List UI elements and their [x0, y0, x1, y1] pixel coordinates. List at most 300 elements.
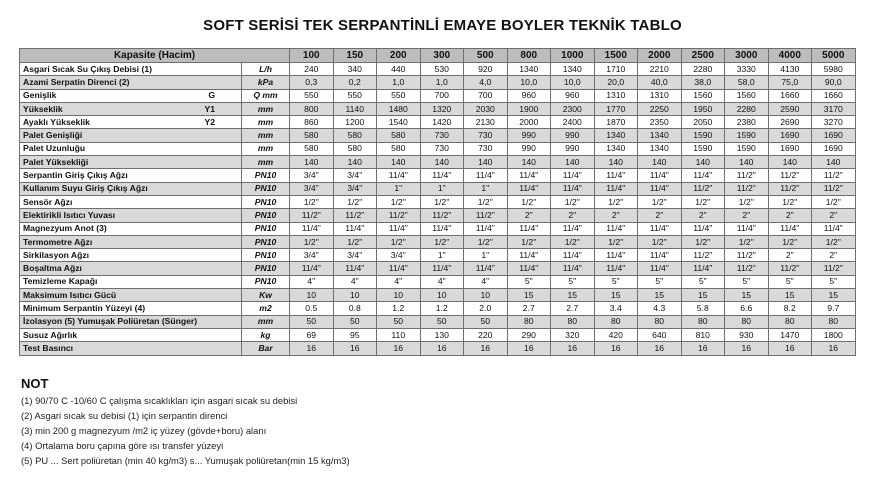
- row-label: İzolasyon (5) Yumuşak Poliüretan (Sünger): [23, 316, 198, 327]
- value-cell: 580: [333, 129, 377, 142]
- value-cell: 11/2": [464, 209, 508, 222]
- value-cell: 11/2": [725, 169, 769, 182]
- value-cell: 11/4": [638, 169, 682, 182]
- capacity-header: Kapasite (Hacim): [20, 49, 290, 63]
- value-cell: 1800: [812, 328, 856, 341]
- value-cell: 11/4": [464, 222, 508, 235]
- value-cell: 1560: [725, 89, 769, 102]
- row-label-cell: [20, 342, 242, 355]
- value-cell: 1340: [638, 142, 682, 155]
- value-cell: 16: [681, 342, 725, 355]
- row-label: Palet Genişliği: [23, 130, 83, 141]
- value-cell: 1/2": [507, 195, 551, 208]
- value-cell: 11/2": [725, 182, 769, 195]
- value-cell: 860: [290, 116, 334, 129]
- value-cell: 11/4": [507, 249, 551, 262]
- value-cell: 3/4": [377, 249, 421, 262]
- value-cell: 1590: [681, 142, 725, 155]
- value-cell: 1/2": [464, 235, 508, 248]
- value-cell: 1/2": [594, 195, 638, 208]
- value-cell: 1/2": [725, 195, 769, 208]
- value-cell: 1690: [768, 142, 812, 155]
- value-cell: 11/4": [464, 169, 508, 182]
- value-cell: 11/4": [812, 222, 856, 235]
- value-cell: 11/4": [420, 262, 464, 275]
- value-cell: 9.7: [812, 302, 856, 315]
- value-cell: 11/4": [681, 169, 725, 182]
- value-cell: 640: [638, 328, 682, 341]
- value-cell: 700: [464, 89, 508, 102]
- value-cell: 1950: [681, 102, 725, 115]
- value-cell: 2": [768, 249, 812, 262]
- value-cell: 11/4": [377, 169, 421, 182]
- value-cell: 1590: [725, 129, 769, 142]
- value-cell: 11/4": [420, 169, 464, 182]
- value-cell: 580: [377, 129, 421, 142]
- value-cell: 58,0: [725, 76, 769, 89]
- value-cell: 80: [725, 315, 769, 328]
- value-cell: 1/2": [681, 235, 725, 248]
- value-cell: 730: [464, 129, 508, 142]
- table-row: [20, 63, 856, 76]
- row-label-cell: [20, 328, 242, 341]
- row-label: Sensör Ağzı: [23, 196, 73, 207]
- capacity-header-cell: 800: [507, 49, 551, 63]
- value-cell: 11/2": [812, 182, 856, 195]
- value-cell: 1/2": [377, 195, 421, 208]
- value-cell: 990: [507, 129, 551, 142]
- value-cell: 2210: [638, 63, 682, 76]
- value-cell: 1770: [594, 102, 638, 115]
- table-row: [20, 302, 856, 315]
- value-cell: 1/2": [290, 235, 334, 248]
- value-cell: 11/4": [638, 262, 682, 275]
- value-cell: 11/2": [377, 209, 421, 222]
- value-cell: 4130: [768, 63, 812, 76]
- value-cell: 11/4": [638, 249, 682, 262]
- value-cell: 550: [333, 89, 377, 102]
- value-cell: 1540: [377, 116, 421, 129]
- table-row: [20, 235, 856, 248]
- value-cell: 11/4": [551, 169, 595, 182]
- row-label: Termometre Ağzı: [23, 236, 93, 247]
- value-cell: 15: [725, 289, 769, 302]
- value-cell: 4": [290, 275, 334, 288]
- row-unit: PN10: [242, 275, 290, 288]
- value-cell: 580: [290, 129, 334, 142]
- value-cell: 5.8: [681, 302, 725, 315]
- value-cell: 990: [507, 142, 551, 155]
- row-label-cell: [20, 235, 242, 248]
- value-cell: 11/2": [768, 262, 812, 275]
- row-label-cell: [20, 182, 242, 195]
- value-cell: 730: [420, 129, 464, 142]
- value-cell: 130: [420, 328, 464, 341]
- value-cell: 140: [551, 156, 595, 169]
- capacity-header-cell: 2500: [681, 49, 725, 63]
- value-cell: 800: [290, 102, 334, 115]
- table-row: [20, 222, 856, 235]
- value-cell: 5": [681, 275, 725, 288]
- value-cell: 4": [420, 275, 464, 288]
- value-cell: 2690: [768, 116, 812, 129]
- value-cell: 16: [420, 342, 464, 355]
- value-cell: 11/4": [638, 182, 682, 195]
- value-cell: 50: [377, 315, 421, 328]
- value-cell: 10,0: [507, 76, 551, 89]
- value-cell: 810: [681, 328, 725, 341]
- value-cell: 15: [507, 289, 551, 302]
- capacity-header-cell: 3000: [725, 49, 769, 63]
- value-cell: 1320: [420, 102, 464, 115]
- technical-table: [19, 48, 856, 356]
- value-cell: 11/4": [507, 262, 551, 275]
- table-row: [20, 129, 856, 142]
- value-cell: 990: [551, 129, 595, 142]
- value-cell: 15: [638, 289, 682, 302]
- value-cell: 11/4": [333, 262, 377, 275]
- value-cell: 50: [464, 315, 508, 328]
- row-unit: mm: [242, 102, 290, 115]
- value-cell: 11/2": [768, 169, 812, 182]
- value-cell: 1": [464, 182, 508, 195]
- value-cell: 16: [594, 342, 638, 355]
- row-label: Azami Serpatin Direnci (2): [23, 76, 130, 87]
- value-cell: 1": [377, 182, 421, 195]
- value-cell: 90,0: [812, 76, 856, 89]
- value-cell: 10,0: [551, 76, 595, 89]
- value-cell: 10: [377, 289, 421, 302]
- value-cell: 1660: [812, 89, 856, 102]
- value-cell: 1/2": [812, 195, 856, 208]
- value-cell: 95: [333, 328, 377, 341]
- row-label-cell: [20, 302, 242, 315]
- value-cell: 140: [594, 156, 638, 169]
- value-cell: 11/2": [768, 182, 812, 195]
- value-cell: 11/4": [551, 262, 595, 275]
- value-cell: 11/4": [594, 169, 638, 182]
- value-cell: 80: [507, 315, 551, 328]
- value-cell: 440: [377, 63, 421, 76]
- value-cell: 1340: [551, 63, 595, 76]
- value-cell: 11/4": [551, 182, 595, 195]
- table-row: [20, 182, 856, 195]
- value-cell: 2280: [681, 63, 725, 76]
- row-label-cell: [20, 169, 242, 182]
- table-row: [20, 262, 856, 275]
- table-row: [20, 289, 856, 302]
- value-cell: 2.7: [507, 302, 551, 315]
- value-cell: 1/2": [768, 195, 812, 208]
- value-cell: 3330: [725, 63, 769, 76]
- value-cell: 11/4": [377, 222, 421, 235]
- value-cell: 2030: [464, 102, 508, 115]
- value-cell: 1660: [768, 89, 812, 102]
- capacity-header-cell: 4000: [768, 49, 812, 63]
- value-cell: 16: [290, 342, 334, 355]
- value-cell: 2050: [681, 116, 725, 129]
- value-cell: 1710: [594, 63, 638, 76]
- value-cell: 1/2": [507, 235, 551, 248]
- value-cell: 1340: [594, 142, 638, 155]
- value-cell: 5": [638, 275, 682, 288]
- value-cell: 1/2": [638, 195, 682, 208]
- value-cell: 920: [464, 63, 508, 76]
- value-cell: 320: [551, 328, 595, 341]
- row-label-cell: [20, 275, 242, 288]
- value-cell: 2.0: [464, 302, 508, 315]
- row-label: Serpantin Giriş Çıkış Ağzı: [23, 170, 128, 181]
- value-cell: 1,0: [420, 76, 464, 89]
- value-cell: 0,3: [290, 76, 334, 89]
- value-cell: 1/2": [551, 235, 595, 248]
- value-cell: 11/4": [290, 222, 334, 235]
- value-cell: 4": [377, 275, 421, 288]
- value-cell: 11/2": [681, 182, 725, 195]
- value-cell: 1690: [812, 129, 856, 142]
- value-cell: 1420: [420, 116, 464, 129]
- row-label: Asgari Sıcak Su Çıkış Debisi (1): [23, 63, 152, 74]
- value-cell: 5": [594, 275, 638, 288]
- row-unit: kg: [242, 328, 290, 341]
- value-cell: 990: [551, 142, 595, 155]
- value-cell: 960: [551, 89, 595, 102]
- value-cell: 3270: [812, 116, 856, 129]
- value-cell: 10: [464, 289, 508, 302]
- value-cell: 2000: [507, 116, 551, 129]
- value-cell: 5980: [812, 63, 856, 76]
- value-cell: 80: [681, 315, 725, 328]
- row-label: Yükseklik: [23, 103, 63, 114]
- value-cell: 2350: [638, 116, 682, 129]
- value-cell: 1/2": [638, 235, 682, 248]
- value-cell: 1/2": [420, 235, 464, 248]
- value-cell: 3/4": [290, 169, 334, 182]
- row-tag: G: [208, 90, 215, 101]
- note-line: (1) 90/70 C -10/60 C çalışma sıcaklıkları için asgari sıcak su debisi: [21, 395, 298, 406]
- row-unit: PN10: [242, 222, 290, 235]
- row-label-cell: [20, 222, 242, 235]
- value-cell: 80: [768, 315, 812, 328]
- capacity-header-cell: 5000: [812, 49, 856, 63]
- capacity-header-cell: 150: [333, 49, 377, 63]
- value-cell: 2": [594, 209, 638, 222]
- value-cell: 11/2": [812, 262, 856, 275]
- value-cell: 11/2": [725, 262, 769, 275]
- value-cell: 2": [681, 209, 725, 222]
- value-cell: 11/4": [681, 222, 725, 235]
- row-unit: mm: [242, 315, 290, 328]
- value-cell: 140: [464, 156, 508, 169]
- row-unit: Bar: [242, 342, 290, 355]
- value-cell: 1/2": [725, 235, 769, 248]
- table-row: [20, 169, 856, 182]
- value-cell: 1340: [507, 63, 551, 76]
- value-cell: 140: [638, 156, 682, 169]
- row-label-cell: [20, 129, 242, 142]
- row-unit: L/h: [242, 63, 290, 76]
- value-cell: 5": [551, 275, 595, 288]
- value-cell: 2": [768, 209, 812, 222]
- value-cell: 2.7: [551, 302, 595, 315]
- value-cell: 40,0: [638, 76, 682, 89]
- row-label: Susuz Ağırlık: [23, 329, 78, 340]
- value-cell: 1/2": [594, 235, 638, 248]
- row-label-cell: [20, 315, 242, 328]
- row-unit: m2: [242, 302, 290, 315]
- row-unit: mm: [242, 116, 290, 129]
- table-header-row: [20, 49, 856, 63]
- value-cell: 1/2": [551, 195, 595, 208]
- value-cell: 6.6: [725, 302, 769, 315]
- value-cell: 2": [507, 209, 551, 222]
- value-cell: 1560: [681, 89, 725, 102]
- row-label-cell: [20, 195, 242, 208]
- value-cell: 550: [377, 89, 421, 102]
- value-cell: 1480: [377, 102, 421, 115]
- value-cell: 140: [812, 156, 856, 169]
- row-label-cell: [20, 289, 242, 302]
- value-cell: 140: [290, 156, 334, 169]
- row-label-cell: [20, 63, 242, 76]
- value-cell: 11/4": [464, 262, 508, 275]
- value-cell: 1/2": [681, 195, 725, 208]
- table-row: [20, 76, 856, 89]
- value-cell: 2130: [464, 116, 508, 129]
- capacity-header-cell: 1500: [594, 49, 638, 63]
- value-cell: 11/4": [551, 249, 595, 262]
- value-cell: 1690: [812, 142, 856, 155]
- value-cell: 80: [551, 315, 595, 328]
- row-label: Temizleme Kapağı: [23, 276, 98, 287]
- value-cell: 15: [594, 289, 638, 302]
- value-cell: 3/4": [333, 249, 377, 262]
- value-cell: 11/4": [638, 222, 682, 235]
- value-cell: 5": [507, 275, 551, 288]
- row-label: Palet Yüksekliği: [23, 156, 89, 167]
- value-cell: 11/2": [681, 249, 725, 262]
- row-unit: mm: [242, 156, 290, 169]
- value-cell: 50: [420, 315, 464, 328]
- value-cell: 16: [812, 342, 856, 355]
- value-cell: 1690: [768, 129, 812, 142]
- value-cell: 2280: [725, 102, 769, 115]
- row-unit: PN10: [242, 235, 290, 248]
- value-cell: 5": [768, 275, 812, 288]
- value-cell: 80: [638, 315, 682, 328]
- value-cell: 1/2": [333, 235, 377, 248]
- value-cell: 1590: [681, 129, 725, 142]
- value-cell: 3170: [812, 102, 856, 115]
- value-cell: 0,2: [333, 76, 377, 89]
- value-cell: 16: [507, 342, 551, 355]
- value-cell: 290: [507, 328, 551, 341]
- value-cell: 530: [420, 63, 464, 76]
- row-label: Minimum Serpantin Yüzeyi (4): [23, 302, 146, 313]
- value-cell: 4": [333, 275, 377, 288]
- row-label: Ayaklı Yükseklik: [23, 116, 90, 127]
- value-cell: 960: [507, 89, 551, 102]
- value-cell: 16: [725, 342, 769, 355]
- value-cell: 220: [464, 328, 508, 341]
- row-unit: Q mm: [242, 89, 290, 102]
- row-label: Maksimum Isıtıcı Gücü: [23, 289, 117, 300]
- value-cell: 1590: [725, 142, 769, 155]
- value-cell: 140: [725, 156, 769, 169]
- page-title: SOFT SERİSİ TEK SERPANTİNLİ EMAYE BOYLER TEKNİK TABLO: [203, 17, 682, 34]
- value-cell: 50: [290, 315, 334, 328]
- value-cell: 1/2": [768, 235, 812, 248]
- value-cell: 3/4": [290, 182, 334, 195]
- value-cell: 11/4": [725, 222, 769, 235]
- value-cell: 11/4": [551, 222, 595, 235]
- value-cell: 16: [551, 342, 595, 355]
- value-cell: 11/4": [377, 262, 421, 275]
- table-row: [20, 209, 856, 222]
- value-cell: 1140: [333, 102, 377, 115]
- row-label-cell: [20, 116, 242, 129]
- value-cell: 2250: [638, 102, 682, 115]
- value-cell: 10: [290, 289, 334, 302]
- value-cell: 2380: [725, 116, 769, 129]
- row-label: Sirkilasyon Ağzı: [23, 249, 90, 260]
- row-label-cell: [20, 142, 242, 155]
- row-unit: PN10: [242, 209, 290, 222]
- note-line: (4) Ortalama boru çapına göre ısı transfer yüzeyi: [21, 440, 224, 451]
- value-cell: 1/2": [377, 235, 421, 248]
- value-cell: 1.2: [377, 302, 421, 315]
- value-cell: 700: [420, 89, 464, 102]
- value-cell: 1.2: [420, 302, 464, 315]
- row-unit: PN10: [242, 249, 290, 262]
- row-label-cell: [20, 102, 242, 115]
- table-row: [20, 315, 856, 328]
- value-cell: 75,0: [768, 76, 812, 89]
- row-unit: PN10: [242, 195, 290, 208]
- value-cell: 11/4": [507, 182, 551, 195]
- value-cell: 16: [464, 342, 508, 355]
- value-cell: 140: [333, 156, 377, 169]
- value-cell: 11/4": [290, 262, 334, 275]
- capacity-header-cell: 200: [377, 49, 421, 63]
- value-cell: 1/2": [464, 195, 508, 208]
- value-cell: 38,0: [681, 76, 725, 89]
- value-cell: 80: [594, 315, 638, 328]
- value-cell: 2400: [551, 116, 595, 129]
- value-cell: 16: [377, 342, 421, 355]
- value-cell: 11/2": [290, 209, 334, 222]
- value-cell: 1470: [768, 328, 812, 341]
- notes-section: [21, 376, 350, 468]
- value-cell: 1/2": [290, 195, 334, 208]
- table-row: [20, 142, 856, 155]
- row-tag: Y1: [204, 103, 215, 114]
- value-cell: 2": [638, 209, 682, 222]
- value-cell: 11/4": [507, 222, 551, 235]
- value-cell: 11/2": [725, 249, 769, 262]
- value-cell: 730: [464, 142, 508, 155]
- value-cell: 4.3: [638, 302, 682, 315]
- value-cell: 730: [420, 142, 464, 155]
- value-cell: 10: [333, 289, 377, 302]
- table-row: [20, 195, 856, 208]
- note-line: (3) min 200 g magnezyum /m2 iç yüzey (gövde+boru) alanı: [21, 425, 267, 436]
- value-cell: 140: [377, 156, 421, 169]
- value-cell: 580: [290, 142, 334, 155]
- value-cell: 1310: [594, 89, 638, 102]
- value-cell: 2300: [551, 102, 595, 115]
- value-cell: 3/4": [290, 249, 334, 262]
